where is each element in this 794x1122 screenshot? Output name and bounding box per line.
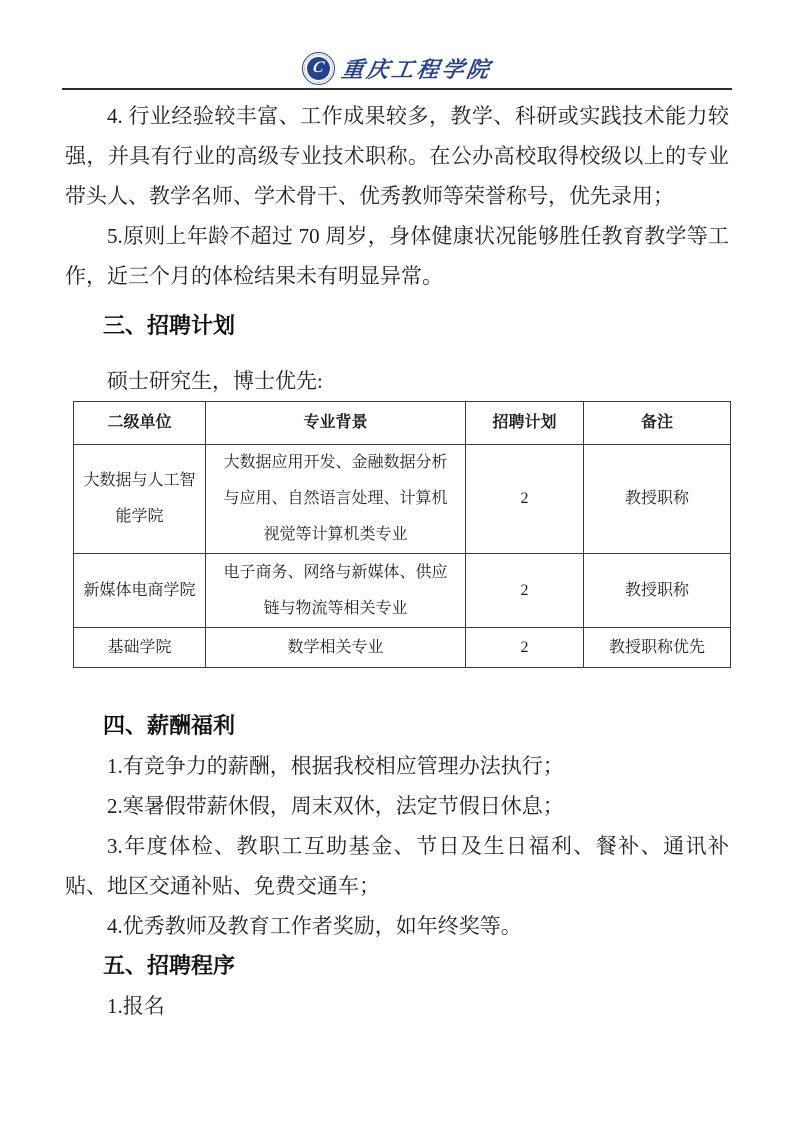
- paragraph-item-4: 4. 行业经验较丰富、工作成果较多，教学、科研或实践技术能力较强，并具有行业的高级专业技术职称。在公办高校取得校级以上的专业带头人、教学名师、学术骨干、优秀教师等荣誉称号，优先录用；: [65, 104, 729, 208]
- cell-plan: 2: [466, 445, 584, 554]
- col-header-unit: 二级单位: [74, 402, 206, 445]
- seal-inner-circle: [307, 57, 330, 80]
- cell-note: 教授职称优先: [584, 628, 731, 668]
- university-logo-name: 重庆工程学院: [339, 56, 494, 82]
- table-row: [74, 628, 731, 668]
- cell-major: 大数据应用开发、金融数据分析与应用、自然语言处理、计算机视觉等计算机类专业: [206, 445, 466, 554]
- benefit-item-1: 1.有竞争力的薪酬，根据我校相应管理办法执行；: [107, 754, 564, 778]
- benefit-item-2: 2.寒暑假带薪休假，周末双休，法定节假日休息；: [107, 794, 564, 818]
- table-header-row: [74, 402, 731, 445]
- col-header-note: 备注: [584, 402, 731, 445]
- section-heading-salary-benefits: 四、薪酬福利: [103, 713, 236, 738]
- cell-note: 教授职称: [584, 554, 731, 628]
- col-header-major: 专业背景: [206, 402, 466, 445]
- benefit-item-3: 3.年度体检、教职工互助基金、节日及生日福利、餐补、通讯补贴、地区交通补贴、免费交通车；: [65, 834, 729, 898]
- cell-plan: 2: [466, 628, 584, 668]
- recruitment-plan-intro: 硕士研究生，博士优先:: [107, 369, 323, 393]
- col-header-plan: 招聘计划: [466, 402, 584, 445]
- cell-unit: 基础学院: [74, 628, 206, 668]
- university-seal-icon: [302, 52, 335, 85]
- page-header: [0, 48, 794, 88]
- table-row: [74, 554, 731, 628]
- section-heading-recruitment-plan: 三、招聘计划: [103, 313, 236, 338]
- cell-note: 教授职称: [584, 445, 731, 554]
- table-row: [74, 445, 731, 554]
- cell-unit: 新媒体电商学院: [74, 554, 206, 628]
- recruitment-plan-table: [73, 401, 731, 668]
- seal-letter: C: [311, 59, 326, 76]
- cell-plan: 2: [466, 554, 584, 628]
- benefit-item-4: 4.优秀教师及教育工作者奖励，如年终奖等。: [107, 914, 522, 938]
- cell-major: 数学相关专业: [206, 628, 466, 668]
- document-content: [65, 96, 729, 1026]
- section-heading-recruitment-procedure: 五、招聘程序: [103, 953, 236, 978]
- cell-major: 电子商务、网络与新媒体、供应链与物流等相关专业: [206, 554, 466, 628]
- paragraph-item-5: 5.原则上年龄不超过 70 周岁，身体健康状况能够胜任教育教学等工作，近三个月的体检结果未有明显异常。: [65, 224, 729, 288]
- procedure-step-1: 1.报名: [107, 994, 165, 1018]
- cell-unit: 大数据与人工智能学院: [74, 445, 206, 554]
- header-divider: [62, 88, 732, 90]
